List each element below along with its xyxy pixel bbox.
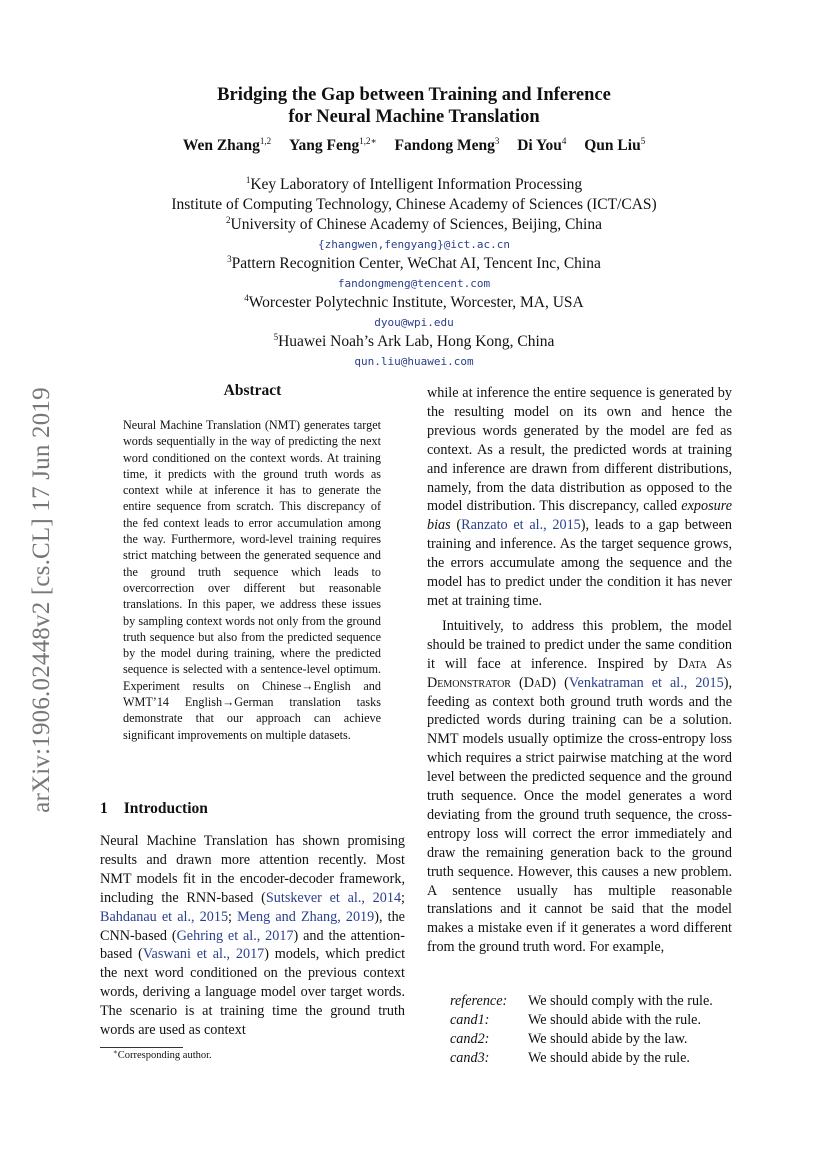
citation-link[interactable]: Bahdanau et al., 2015 [100, 908, 229, 925]
paragraph: Intuitively, to address this problem, the model should be trained to predict under the same condition it will face at inference. Inspired by Data As Demonstrator (DaD) (Venkatraman et al., 2015), feeding as context both ground truth words and the predicted words during training can be a solution. NMT models usually optimize the cross-entropy loss which requires a strict pairwise matching at the word level between the predicted sequence and the ground truth sequence. Once the model generates a word deviating from the ground truth sequence, the cross-entropy loss will correct the error immediately and draw the remaining generation back to the ground truth sequence. However, this causes a new problem. A sentence usually has multiple reasonable translations and it cannot be said that the model makes a mistake even if it generates a word different from the ground truth word. For example, [427, 617, 732, 956]
citation-link[interactable]: Gehring et al., 2017 [176, 927, 294, 944]
author-list [0, 137, 828, 155]
author: Qun Liu$^5$ [584, 136, 646, 154]
email-4: qun.liu@huawei.com [354, 355, 474, 368]
abstract-heading: Abstract [223, 382, 282, 399]
section-number: 1 [100, 800, 108, 817]
example-row: cand2: We should abide by the law. [450, 1031, 688, 1047]
email-2: fandongmeng@tencent.com [337, 277, 491, 290]
affiliation-5: $^5$Huawei Noah’s Ark Lab, Hong Kong, China [273, 332, 555, 350]
citation-link[interactable]: Venkatraman et al., 2015 [568, 674, 724, 691]
title-line-1: Bridging the Gap between Training and Inference [217, 85, 611, 105]
author: Wen Zhang$^{1,2}$ [182, 136, 272, 154]
affiliation-2: $^2$University of Chinese Academy of Sciences, Beijing, China [226, 215, 602, 233]
author: Fandong Meng$^3$ [394, 136, 500, 154]
author: Yang Feng$^{1,2∗}$ [289, 136, 377, 154]
author: Di You$^4$ [517, 136, 567, 154]
footnote: ∗Corresponding author. [113, 1048, 212, 1061]
section-heading [100, 800, 208, 818]
citation-link[interactable]: Meng and Zhang, 2019 [237, 908, 375, 925]
citation-link[interactable]: Ranzato et al., 2015 [461, 517, 581, 534]
affiliation-1: $^1$Key Laboratory of Intelligent Information Processing [245, 175, 583, 193]
title-line-2: for Neural Machine Translation [288, 107, 540, 127]
affiliation-4: $^4$Worcester Polytechnic Institute, Worcester, MA, USA [244, 293, 584, 311]
arxiv-id-text: arXiv:1906.02448v2 [cs.CL] 17 Jun 2019 [28, 387, 55, 813]
example-row: cand3: We should abide by the rule. [450, 1050, 690, 1066]
email-3: dyou@wpi.edu [374, 316, 454, 329]
section-title: Introduction [123, 800, 208, 817]
arxiv-identifier [22, 340, 62, 860]
abstract-body: Neural Machine Translation (NMT) generates target words sequentially in the way of predicting the next word conditioned on the context words. At training time, it predicts with the ground truth words as context while at inference it has to generate the entire sequence from scratch. This discrepancy of the fed context leads to error accumulation among the way. Furthermore, word-level training requires strict matching between the generated sequence and the ground truth sequence which leads to overcorrection over different but reasonable translations. In this paper, we address these issues by sampling context words not only from the ground truth sequence but also from the predicted sequence by the model during training, where the predicted sequence is selected with a sentence-level optimum. Experiment results on Chinese→English and WMT’14 English→German translation tasks demonstrate that our approach can achieve significant improvements on multiple datasets. [123, 418, 381, 742]
intro-right-column [427, 384, 732, 957]
email-1: {zhangwen,fengyang}@ict.ac.cn [317, 238, 511, 251]
paragraph: while at inference the entire sequence is generated by the resulting model on its own and hence the previous words generated by the model are fed as context. As a result, the predicted words at training and inference are drawn from different distributions, namely, from the data distribution as opposed to the model distribution. This discrepancy, called exposure bias (Ranzato et al., 2015), leads to a gap between training and inference. As the target sequence grows, the errors accumulate among the sequence and the model has to predict under the condition it has never met at training time. [427, 385, 732, 609]
intro-left-column: Neural Machine Translation has shown promising results and drawn more attention recently. Most NMT models fit in the encoder-decoder framework, including the RNN-based (Sutskever et al., 2014; Bahdanau et al., 2015; Meng and Zhang, 2019), the CNN-based (Gehring et al., 2017) and the attention-based (Vaswani et al., 2017) models, which predict the next word conditioned on the previous context words, deriving a language model over target words. The scenario is at training time the ground truth words are used as context [100, 833, 406, 1039]
affiliation-1b: Institute of Computing Technology, Chinese Academy of Sciences (ICT/CAS) [171, 196, 657, 213]
example-row: cand1: We should abide with the rule. [450, 1012, 702, 1028]
affiliation-3: $^3$Pattern Recognition Center, WeChat AI, Tencent Inc, China [227, 254, 601, 272]
citation-link[interactable]: Sutskever et al., 2014 [265, 889, 402, 906]
paper-title [0, 84, 828, 128]
citation-link[interactable]: Vaswani et al., 2017 [142, 946, 265, 963]
example-row: reference: We should comply with the rule. [450, 993, 713, 1009]
